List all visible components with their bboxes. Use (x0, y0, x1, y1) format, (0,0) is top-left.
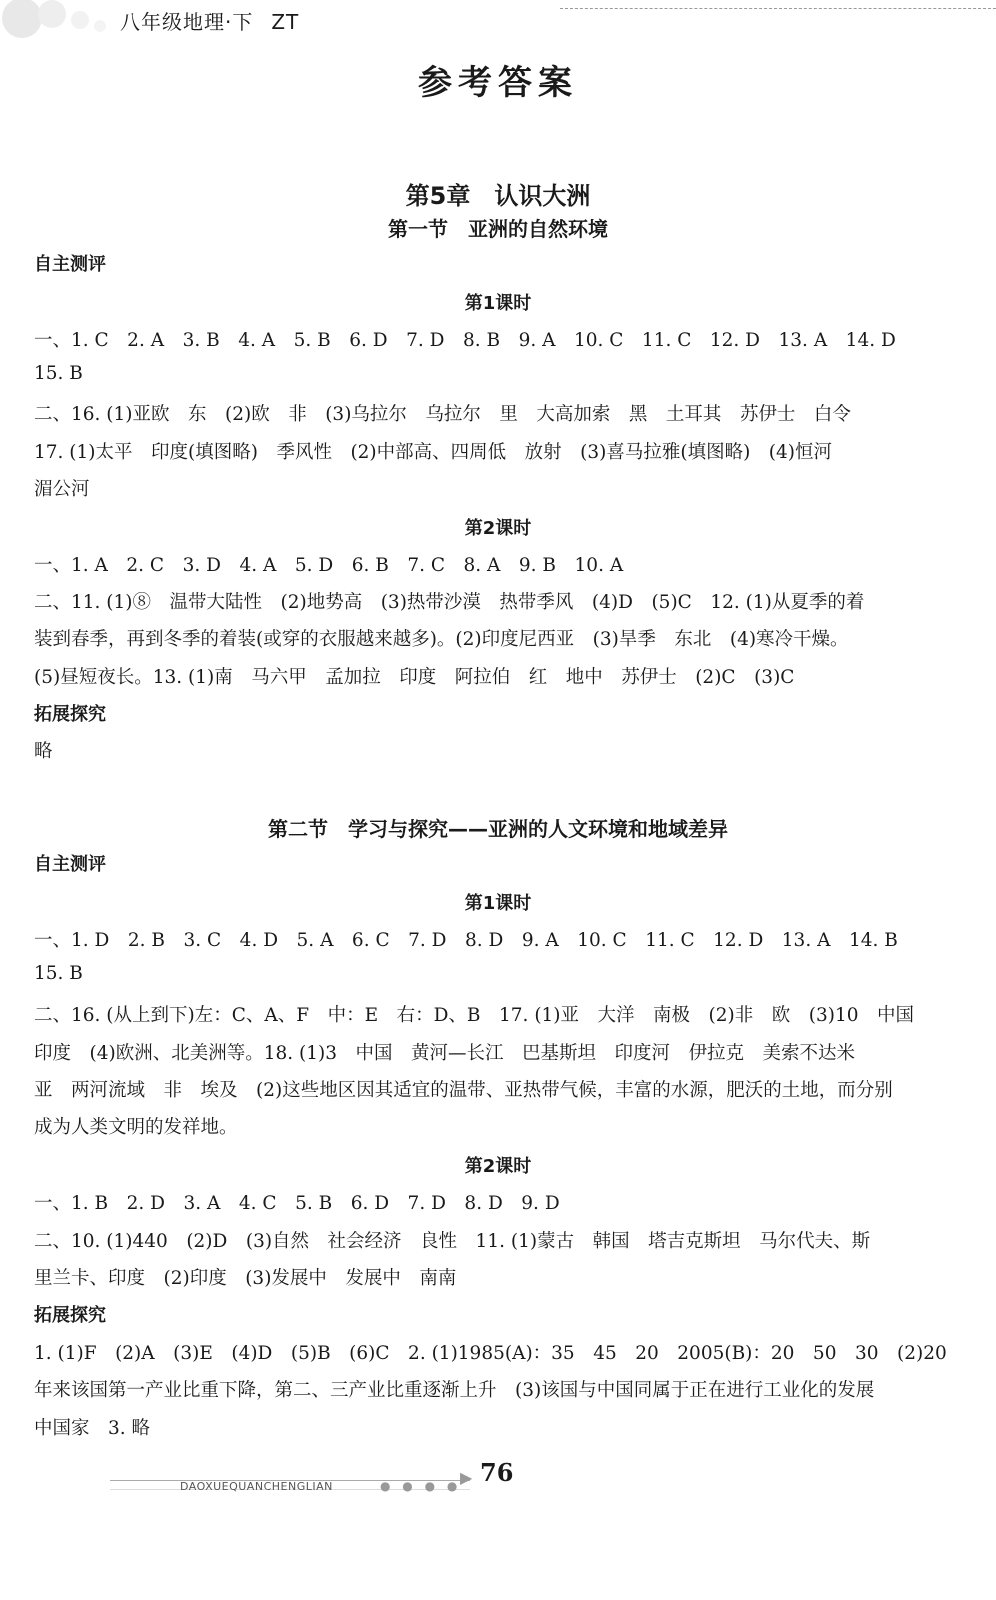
header-edition: ZT (271, 10, 300, 34)
answer-line: 一、1. D 2. B 3. C 4. D 5. A 6. C 7. D 8. D 9. A 10. C 11. C 12. D 13. A 14. B (34, 930, 898, 951)
answer-line: 15. B (34, 363, 83, 384)
section-2-lesson-1-heading: 第1课时 (464, 893, 532, 914)
answer-line: 二、11. (1)⑧ 温带大陆性 (2)地势高 (3)热带沙漠 热带季风 (4)D (5)C 12. (1)从夏季的着 (34, 592, 865, 613)
corner-decoration-icon (0, 0, 120, 52)
chapter-heading: 第5章 认识大洲 (405, 182, 591, 210)
footer-series-name: DAOXUEQUANCHENGLIAN (180, 1480, 333, 1493)
answer-line: 二、16. (从上到下)左：C、A、F 中：E 右：D、B 17. (1)亚 大洋 南极 (2)非 欧 (3)10 中国 (34, 1005, 914, 1026)
section-1-extension-label: 拓展探究 (34, 704, 106, 725)
section-2-lesson-2-heading: 第2课时 (464, 1156, 532, 1177)
section-2-self-test-label: 自主测评 (34, 854, 106, 875)
answer-line: (5)昼短夜长。13. (1)南 马六甲 孟加拉 印度 阿拉伯 红 地中 苏伊士 (2)C (3)C (34, 667, 795, 688)
answer-line: 一、1. C 2. A 3. B 4. A 5. B 6. D 7. D 8. B 9. A 10. C 11. C 12. D 13. A 14. D (34, 330, 896, 351)
answer-line: 印度 (4)欧洲、北美洲等。18. (1)3 中国 黄河—长江 巴基斯坦 印度河 伊拉克 美索不达米 (34, 1043, 855, 1064)
answer-line: 一、1. A 2. C 3. D 4. A 5. D 6. B 7. C 8. A 9. B 10. A (34, 555, 624, 576)
header-divider (560, 8, 996, 9)
answer-line: 二、16. (1)亚欧 东 (2)欧 非 (3)乌拉尔 乌拉尔 里 大高加索 黑 土耳其 苏伊士 白令 (34, 404, 851, 425)
section-2-extension-label: 拓展探究 (34, 1305, 106, 1326)
answer-line: 湄公河 (34, 479, 90, 500)
answer-line: 装到春季，再到冬季的着装(或穿的衣服越来越多)。(2)印度尼西亚 (3)旱季 东北 (4)寒冷干燥。 (34, 629, 849, 650)
running-header (120, 6, 299, 35)
section-1-lesson-2-heading: 第2课时 (464, 518, 532, 539)
answer-line: 中国家 3. 略 (34, 1418, 151, 1439)
header-book-title: 八年级地理·下 (120, 10, 254, 34)
section-1-heading: 第一节 亚洲的自然环境 (388, 217, 608, 241)
answer-line: 17. (1)太平 印度(填图略) 季风性 (2)中部高、四周低 放射 (3)喜马拉雅(填图略) (4)恒河 (34, 442, 832, 463)
answer-line: 里兰卡、印度 (2)印度 (3)发展中 发展中 南南 (34, 1268, 457, 1289)
answer-line: 1. (1)F (2)A (3)E (4)D (5)B (6)C 2. (1)1985(A)：35 45 20 2005(B)：20 50 30 (2)20 (34, 1343, 947, 1364)
footer-dots: ● ● ● ● (380, 1479, 462, 1493)
section-1-lesson-1-heading: 第1课时 (464, 293, 532, 314)
arrow-right-icon: ▶ (460, 1468, 473, 1487)
answer-line: 年来该国第一产业比重下降，第二、三产业比重逐渐上升 (3)该国与中国同属于正在进行工业化的发展 (34, 1380, 875, 1401)
page-title: 参考答案 (418, 63, 578, 103)
answer-line: 二、10. (1)440 (2)D (3)自然 社会经济 良性 11. (1)蒙古 韩国 塔吉克斯坦 马尔代夫、斯 (34, 1231, 871, 1252)
answer-line: 略 (34, 741, 53, 762)
section-1-self-test-label: 自主测评 (34, 254, 106, 275)
answer-line: 亚 两河流域 非 埃及 (2)这些地区因其适宜的温带、亚热带气候，丰富的水源，肥沃的土地，而分别 (34, 1080, 893, 1101)
answer-line: 15. B (34, 963, 83, 984)
answer-line: 成为人类文明的发祥地。 (34, 1117, 238, 1138)
page-number: 76 (480, 1458, 514, 1487)
answer-line: 一、1. B 2. D 3. A 4. C 5. B 6. D 7. D 8. D 9. D (34, 1193, 560, 1214)
section-2-heading: 第二节 学习与探究——亚洲的人文环境和地域差异 (268, 817, 728, 841)
